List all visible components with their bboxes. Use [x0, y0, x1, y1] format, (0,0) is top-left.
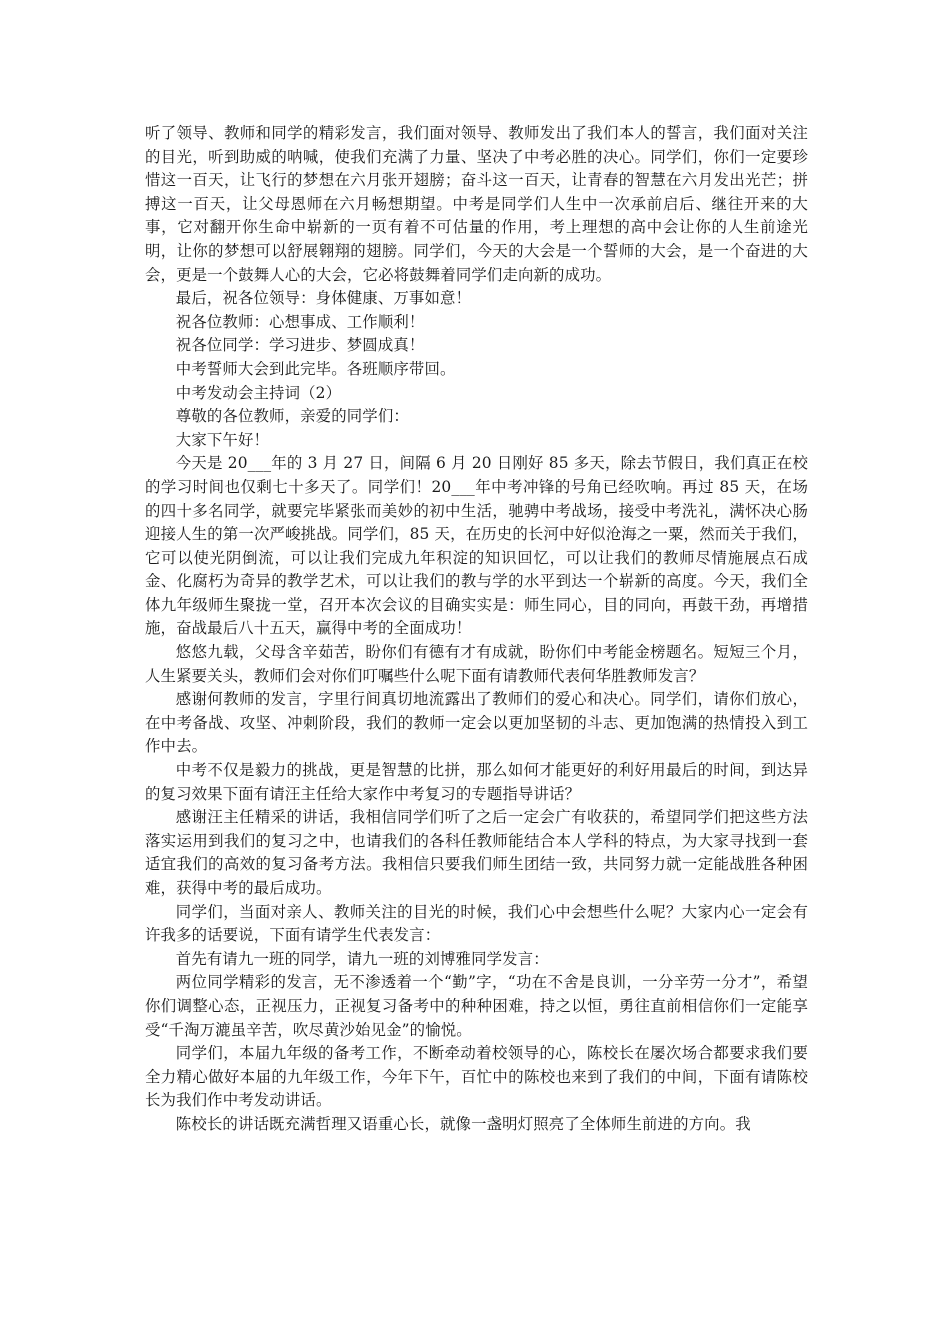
- salutation: 尊敬的各位教师，亲爱的同学们：: [175, 407, 409, 426]
- paragraph: 两位同学精彩的发言，无不渗透着一个“勤”字，“功在不舍是良训，一分辛劳一分才”，希望你们调整心态，正视压力，正视复习备考中的种种困难，持之以恒，勇往直前相信你们一定能享受“千淘万漉虽辛苦，吹尽黄沙始见金”的愉悦。: [145, 973, 808, 1039]
- paragraph: 祝各位同学：学习进步、梦圆成真！: [175, 336, 425, 355]
- greeting: 大家下午好！: [175, 430, 270, 449]
- paragraph: 祝各位教师：心想事成、工作顺利！: [175, 312, 425, 331]
- paragraph: 悠悠九载，父母含辛茹苦，盼你们有德有才有成就，盼你们中考能金榜题名。短短三个月，人生紧要关头，教师们会对你们叮嘱些什么呢下面有请教师代表何华胜教师发言？: [145, 643, 808, 685]
- document-body: [145, 122, 808, 1137]
- paragraph: 听了领导、教师和同学的精彩发言，我们面对领导、教师发出了我们本人的誓言，我们面对关注的目光，听到助威的呐喊，使我们充满了力量、坚决了中考必胜的决心。同学们，你们一定要珍惜这一百天，让飞行的梦想在六月张开翅膀；奋斗这一百天，让青春的智慧在六月发出光芒；拼搏这一百天，让父母恩师在六月畅想期望。中考是同学们人生中一次承前启后、继往开来的大事，它对翻开你生命中崭新的一页有着不可估量的作用，考上理想的高中会让你的人生前途光明，让你的梦想可以舒展翱翔的翅膀。同学们，今天的大会是一个誓师的大会，是一个奋进的大会，更是一个鼓舞人心的大会，它必将鼓舞着同学们走向新的成功。: [145, 124, 808, 284]
- paragraph: 同学们，本届九年级的备考工作，不断牵动着校领导的心，陈校长在屡次场合都要求我们要全力精心做好本届的九年级工作，今年下午，百忙中的陈校也来到了我们的中间，下面有请陈校长为我们作中考发动讲话。: [145, 1044, 808, 1110]
- paragraph: 中考不仅是毅力的挑战，更是智慧的比拼，那么如何才能更好的利好用最后的时间，到达异的复习效果下面有请汪主任给大家作中考复习的专题指导讲话？: [145, 761, 808, 803]
- section-heading: 中考发动会主持词（2）: [175, 383, 342, 402]
- paragraph: 最后，祝各位领导：身体健康、万事如意！: [175, 289, 472, 308]
- paragraph: 首先有请九一班的同学，请九一班的刘博雅同学发言：: [175, 949, 549, 968]
- paragraph: 陈校长的讲话既充满哲理又语重心长，就像一盏明灯照亮了全体师生前进的方向。我: [175, 1114, 751, 1133]
- paragraph: 今天是 20___年的 3 月 27 日，间隔 6 月 20 日刚好 85 多天，除去节假日，我们真正在校的学习时间也仅剩七十多天了。同学们！20___年中考冲锋的号角已经吹响。再过 85 天，在场的四十多名同学，就要完毕紧张而美妙的初中生活，驰骋中考战场，接受中考洗礼，满怀决心肠迎接人生的第一次严峻挑战。同学们，85 天，在历史的长河中好似沧海之一粟，然而关于我们，它可以使光阴倒流，可以让我们完成九年积淀的知识回忆，可以让我们的教师尽情施展点石成金、化腐朽为奇异的教学艺术，可以让我们的教与学的水平到达一个崭新的高度。今天，我们全体九年级师生聚拢一堂，召开本次会议的目确实实是：师生同心，目的同向，再鼓干劲，再增措施，奋战最后八十五天，赢得中考的全面成功！: [145, 454, 808, 638]
- paragraph: 同学们，当面对亲人、教师关注的目光的时候，我们心中会想些什么呢？大家内心一定会有许我多的话要说，下面有请学生代表发言：: [145, 902, 808, 945]
- paragraph: 感谢何教师的发言，字里行间真切地流露出了教师们的爱心和决心。同学们，请你们放心，在中考备战、攻坚、冲刺阶段，我们的教师一定会以更加坚韧的斗志、更加饱满的热情投入到工作中去。: [145, 690, 808, 756]
- paragraph: 感谢汪主任精采的讲话，我相信同学们听了之后一定会广有收获的，希望同学们把这些方法落实运用到我们的复习之中，也请我们的各科任教师能结合本人学科的特点，为大家寻找到一套适宜我们的高效的复习备考方法。我相信只要我们师生团结一致，共同努力就一定能战胜各种困难，获得中考的最后成功。: [145, 808, 808, 897]
- paragraph: 中考誓师大会到此完毕。各班顺序带回。: [175, 359, 456, 378]
